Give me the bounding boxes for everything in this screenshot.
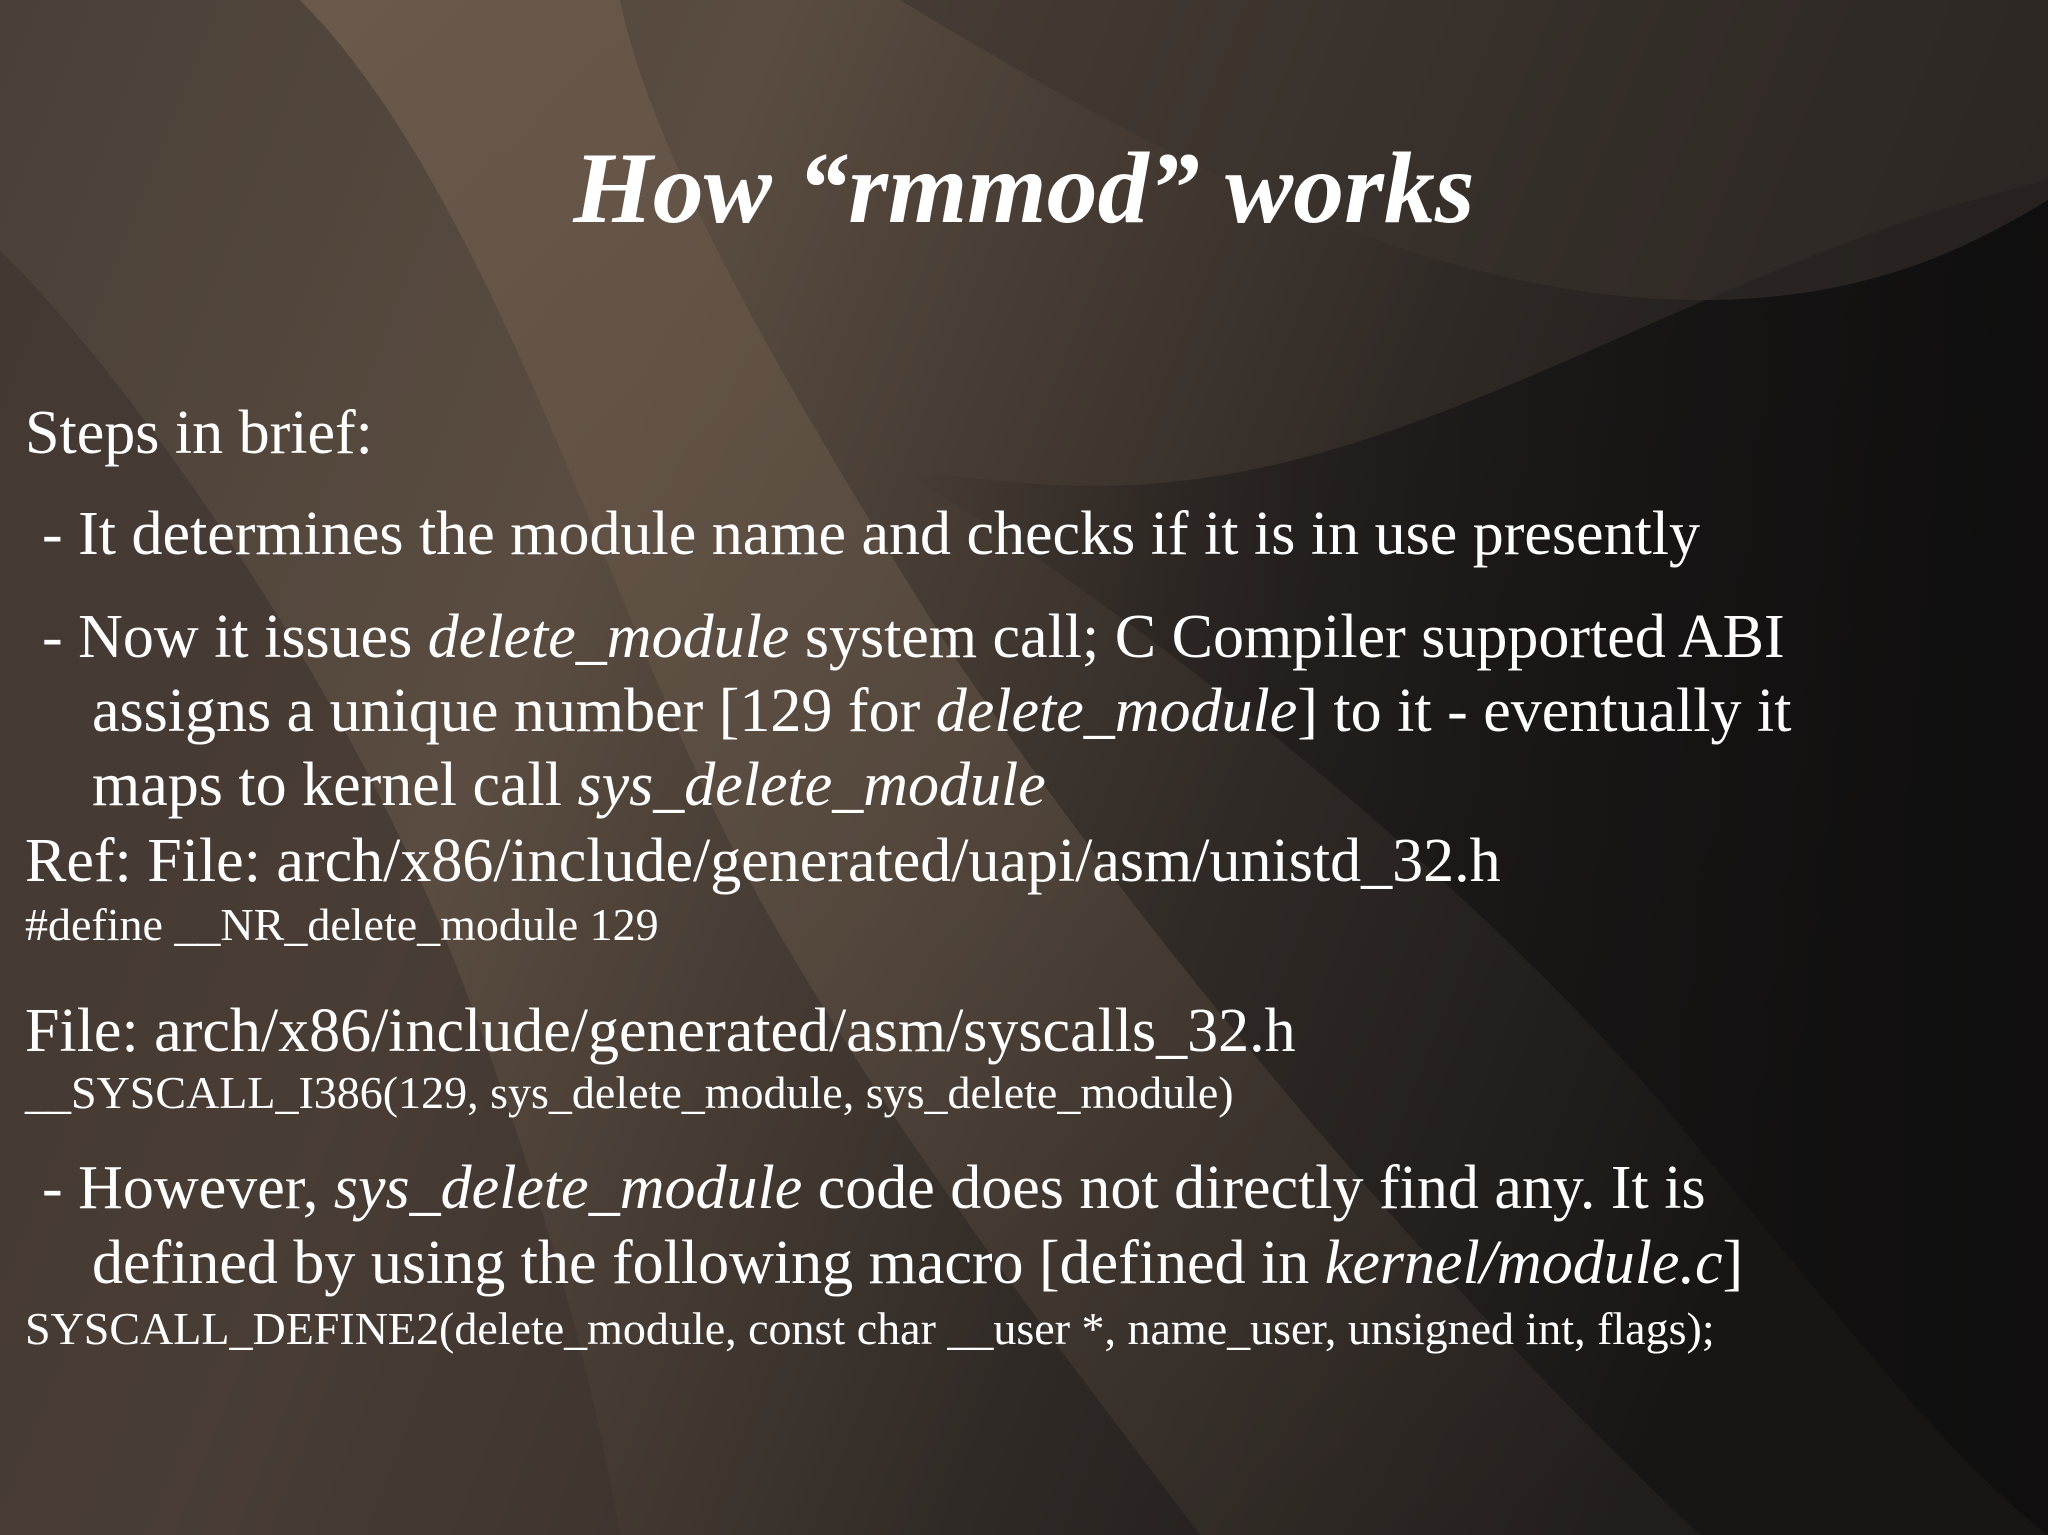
syscall-i386-line: __SYSCALL_I386(129, sys_delete_module, sys_delete_module) (25, 1067, 1234, 1118)
italic-term: sys_delete_module (577, 751, 1046, 819)
bullet-text: - Now it issues (42, 603, 428, 671)
bullet-however-line2 (92, 1229, 1744, 1297)
bullet-delete-module-line2 (92, 677, 1792, 745)
bullet-text: ] to it - eventually it (1297, 677, 1792, 745)
bullet-text: ] (1722, 1229, 1744, 1297)
bullet-however-line1 (42, 1154, 1706, 1222)
syscall-define2-macro: SYSCALL_DEFINE2(delete_module, const char __user *, name_user, unsigned int, flags); (25, 1303, 1715, 1354)
italic-term: sys_delete_module (333, 1154, 803, 1222)
italic-term: delete_module (427, 603, 790, 671)
bullet-determine-module: - It determines the module name and checks if it is in use presently (42, 500, 1701, 568)
bullet-delete-module-line1 (42, 603, 1785, 671)
slide-title: How “rmmod” works (573, 132, 1475, 245)
italic-term: delete_module (935, 677, 1298, 745)
steps-heading: Steps in brief: (25, 399, 373, 467)
bullet-text: assigns a unique number [129 for (92, 677, 936, 745)
bullet-text: defined by using the following macro [defined in (92, 1229, 1325, 1297)
ref-unistd-file: Ref: File: arch/x86/include/generated/uapi/asm/unistd_32.h (25, 827, 1501, 895)
italic-term: kernel/module.c (1324, 1229, 1723, 1297)
bullet-delete-module-line3 (92, 751, 1046, 819)
bullet-text: system call; C Compiler supported ABI (789, 603, 1785, 671)
bullet-text: code does not directly find any. It is (802, 1154, 1706, 1222)
define-nr-delete-module: #define __NR_delete_module 129 (25, 899, 659, 950)
bullet-text: - However, (42, 1154, 334, 1222)
bullet-text: maps to kernel call (92, 751, 578, 819)
ref-syscalls-file: File: arch/x86/include/generated/asm/syscalls_32.h (25, 997, 1296, 1065)
